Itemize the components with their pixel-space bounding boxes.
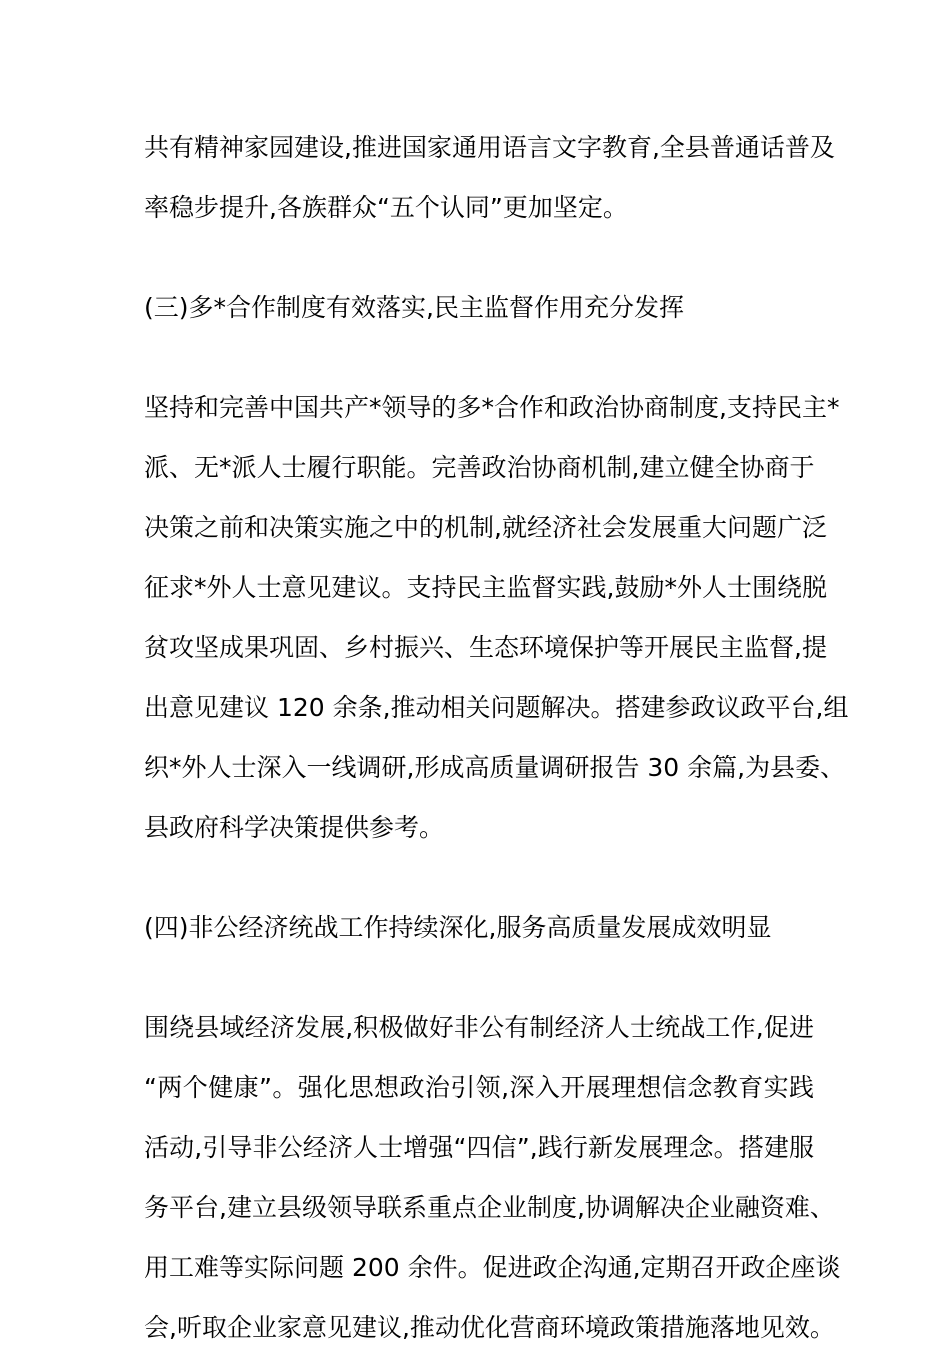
text-line: 派、无*派人士履行职能。完善政治协商机制,建立健全协商于 — [144, 453, 815, 482]
document-page — [144, 118, 849, 1358]
text-line: “两个健康”。强化思想政治引领,深入开展理想信念教育实践 — [144, 1073, 814, 1102]
text-line: 共有精神家园建设,推进国家通用语言文字教育,全县普通话普及 — [144, 133, 835, 162]
section-heading-4: (四)非公经济统战工作持续深化,服务高质量发展成效明显 — [144, 913, 772, 942]
text-line: 会,听取企业家意见建议,推动优化营商环境政策措施落地见效。 — [144, 1313, 835, 1342]
paragraph-1 — [144, 118, 835, 238]
text-line: 务平台,建立县级领导联系重点企业制度,协调解决企业融资难、 — [144, 1193, 835, 1222]
text-line: 出意见建议 120 余条,推动相关问题解决。搭建参政议政平台,组 — [144, 693, 849, 722]
text-line: 征求*外人士意见建议。支持民主监督实践,鼓励*外人士围绕脱 — [144, 573, 827, 602]
text-line: 率稳步提升,各族群众“五个认同”更加坚定。 — [144, 193, 628, 222]
text-line: 县政府科学决策提供参考。 — [144, 813, 445, 842]
text-line: 织*外人士深入一线调研,形成高质量调研报告 30 余篇,为县委、 — [144, 753, 846, 782]
section-heading-3: (三)多*合作制度有效落实,民主监督作用充分发挥 — [144, 293, 684, 322]
paragraph-3 — [144, 998, 841, 1358]
text-line: 贫攻坚成果巩固、乡村振兴、生态环境保护等开展民主监督,提 — [144, 633, 827, 662]
text-line: 用工难等实际问题 200 余件。促进政企沟通,定期召开政企座谈 — [144, 1253, 841, 1282]
text-line: 围绕县域经济发展,积极做好非公有制经济人士统战工作,促进 — [144, 1013, 814, 1042]
text-line: 坚持和完善中国共产*领导的多*合作和政治协商制度,支持民主* — [144, 393, 840, 422]
text-line: 决策之前和决策实施之中的机制,就经济社会发展重大问题广泛 — [144, 513, 827, 542]
text-line: 活动,引导非公经济人士增强“四信”,践行新发展理念。搭建服 — [144, 1133, 814, 1162]
paragraph-2 — [144, 378, 849, 858]
